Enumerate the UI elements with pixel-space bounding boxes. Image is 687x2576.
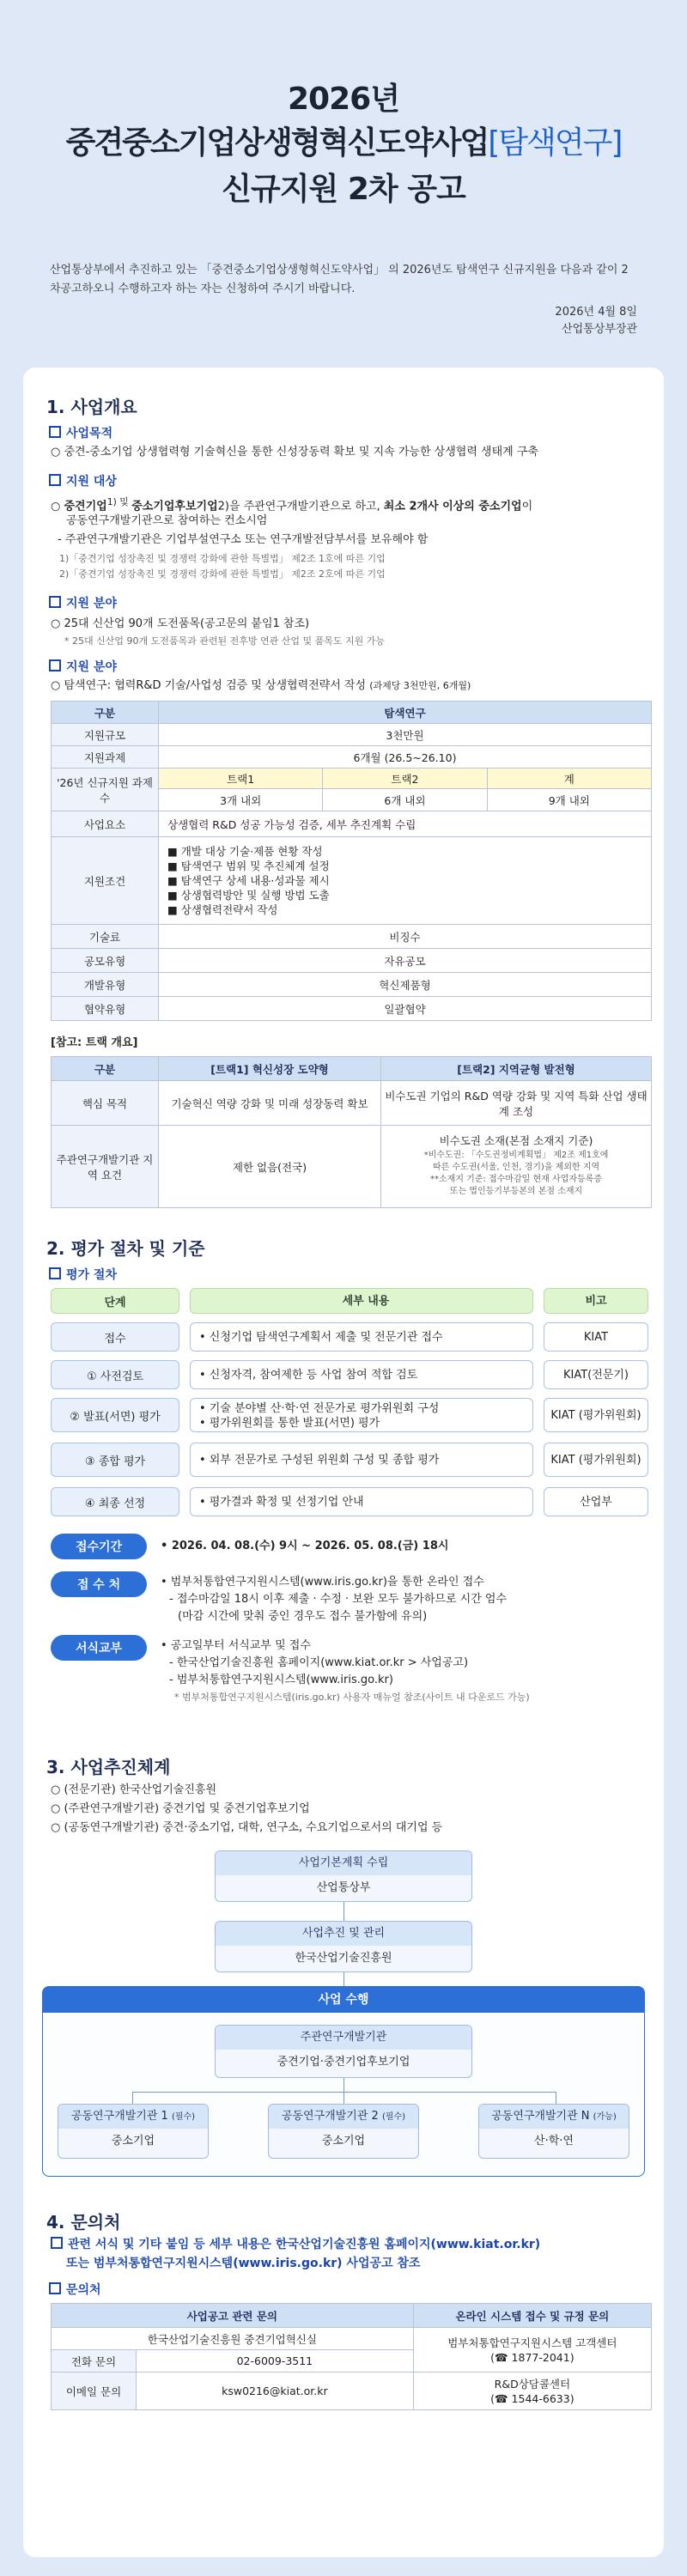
org-box-plan: 사업기본계획 수립 산업통상부 xyxy=(215,1850,472,1902)
section-title: 4. 문의처 xyxy=(46,2212,121,2233)
condition-item: ■ 상생협력방안 및 실행 방법 도출 xyxy=(167,889,330,902)
method-text: • 범부처통합연구지원시스템(www.iris.go.kr)을 통한 온라인 접수 xyxy=(161,1576,484,1589)
checkbox-icon xyxy=(49,474,61,486)
subheading: 지원 대상 xyxy=(49,472,117,489)
support-table: 구분 탐색연구 지원규모 3천만원 지원과제 6개월 (26.5~26.10) '26년 신규지원 과제 수 트랙1 트랙2 계 3개 내외 6개 내외 9개 내외 사업요소 상생협력 R&D 성공 가능성 검증, 세부 추진계획 수립 지원조건 ■ 개발 대상 기술·제품 현황 작성 ■ 탐색연구 범위 및 추진체계 설정 ■ 탐색연구 상세 내용·성과물 제시 ■ 상생협력방안 및 실행 방법 도출 ■ 상생협력전략서 작성 기술료 비징수 공모유형 자유공모 개발유형 혁신제품형 협약유형 일괄협약 xyxy=(51,701,652,1021)
title-program xyxy=(0,120,687,167)
step-row: ② 발표(서면) 평가 • 기술 분야별 산·학·연 전문가로 평가위원회 구성 • 평가위원회를 통한 발표(서면) 평가 KIAT (평가위원회) xyxy=(51,1398,648,1434)
section-title: 2. 평가 절차 및 기준 xyxy=(46,1238,205,1259)
footnote: * 범부처통합연구지원시스템(iris.go.kr) 사용자 매뉴얼 참조(사이트 내 다운로드 가능) xyxy=(174,1692,530,1703)
title-block xyxy=(0,0,687,213)
doc-text: - 한국산업기술진흥원 홈페이지(www.kiat.or.kr > 사업공고) xyxy=(169,1656,469,1669)
title-year: 2026년 xyxy=(288,82,399,117)
checkbox-icon xyxy=(49,1267,61,1279)
field2-text: ○ 탐색연구: 협력R&D 기술/사업성 검증 및 상생협력전략서 작성 (과제당 3천만원, 6개월) xyxy=(51,679,471,692)
condition-item: ■ 탐색연구 범위 및 추진체계 설정 xyxy=(167,860,330,872)
step-row: ④ 최종 선정 • 평가결과 확정 및 선정기업 안내 산업부 xyxy=(51,1487,648,1518)
content-card xyxy=(23,368,664,2557)
track-table: 구분 [트랙1] 혁신성장 도약형 [트랙2] 지역균형 발전형 핵심 목적 기술혁신 역량 강화 및 미래 성장동력 확보 비수도권 기업의 R&D 역량 강화 및 지역 특화 산업 생태계 조성 주관연구개발기관 지역 요건 제한 없음(전국) 비수도권 소재(본점 소재지 기준) *비수도권: 「수도권정비계획법」 제2조 제1호에 따른 수도권(서울, 인천, 경기)을 제외한 지역 **소재지 기준: 접수마감일 현재 사업자등록증 또는 법인등기부등본의 본점 소재지 xyxy=(51,1056,652,1208)
footnote: 1)「중견기업 성장촉진 및 경쟁력 강화에 관한 특별법」 제2조 1호에 따른 기업 xyxy=(59,553,386,564)
title-program-main: 중견중소기업상생형혁신도약사업 xyxy=(65,125,489,161)
contact-note: 관련 서식 및 기타 붙임 등 세부 내용은 한국산업기술진흥원 홈페이지(www.kiat.or.kr) xyxy=(51,2236,652,2254)
condition-item: ■ 탐색연구 상세 내용·성과물 제시 xyxy=(167,874,330,887)
footnote: 2)「중견기업 성장촉진 및 경쟁력 강화에 관한 특별법」 제2조 2호에 따른 기업 xyxy=(59,568,386,580)
period-tag: 접수기간 xyxy=(51,1534,147,1559)
intro-text: 산업통상부에서 추진하고 있는 「중견중소기업상생형혁신도약사업」 의 2026년도 탐색연구 신규지원을 다음과 같이 2차공고하오니 수행하고자 하는 자는 신청하여 주시기 바랍니다. xyxy=(50,264,629,295)
structure-line: ○ (주관연구개발기관) 중견기업 및 중견기업후보기업 xyxy=(51,1802,310,1815)
doc-tag: 서식교부 xyxy=(51,1635,147,1661)
condition-list xyxy=(159,837,652,925)
method-text: - 접수마감일 18시 이후 제출 · 수정 · 보완 모두 불가하므로 시간 엄수 xyxy=(169,1593,508,1606)
condition-item: ■ 개발 대상 기술·제품 현황 작성 xyxy=(167,845,323,858)
steps-header: 단계 세부 내용 비고 xyxy=(51,1288,648,1314)
connector xyxy=(132,2092,133,2104)
org-box-co1: 공동연구개발기관 1 (필수) 중소기업 xyxy=(58,2104,209,2159)
notice-date: 2026년 4월 8일 xyxy=(555,306,637,319)
checkbox-icon xyxy=(51,2237,63,2249)
target-line-3: - 주관연구개발기관은 기업부설연구소 또는 연구개발전담부서를 보유해야 함 xyxy=(58,533,429,546)
target-line-2: 공동연구개발기관으로 참여하는 컨소시엄 xyxy=(66,514,268,527)
period-text: • 2026. 04. 08.(수) 9시 ~ 2026. 05. 08.(금) 18시 xyxy=(161,1540,449,1552)
doc-text: - 범부처통합연구지원시스템(www.iris.go.kr) xyxy=(169,1674,393,1686)
structure-line: ○ (전문기관) 한국산업기술진흥원 xyxy=(51,1783,217,1796)
subheading: 평가 절차 xyxy=(49,1266,117,1283)
field-text: ○ 25대 신산업 90개 도전품목(공고문의 붙임1 참조) xyxy=(51,617,310,630)
subheading: 지원 분야 xyxy=(49,594,117,611)
method-text: (마감 시간에 맞춰 중인 경우도 접수 불가함에 유의) xyxy=(178,1610,428,1623)
purpose-text: ○ 중견-중소기업 상생협력형 기술혁신을 통한 신성장동력 확보 및 지속 가능한 상생협력 생태계 구축 xyxy=(51,446,538,459)
title-notice: 신규지원 2차 공고 xyxy=(222,172,465,207)
target-line-1: ○ 중견기업$^{1) 및}$ 중소기업후보기업2)을 주관연구개발기관으로 하고, 최소 2개사 이상의 중소기업이 xyxy=(51,496,533,513)
step-row: ① 사전검토 • 신청자격, 참여제한 등 사업 참여 적합 검토 KIAT(전문기) xyxy=(51,1360,648,1391)
performance-header: 사업 수행 xyxy=(43,1987,644,2013)
org-box-co2: 공동연구개발기관 2 (필수) 중소기업 xyxy=(268,2104,419,2159)
checkbox-icon xyxy=(49,596,61,608)
section-title: 1. 사업개요 xyxy=(46,397,137,417)
org-box-con: 공동연구개발기관 N (가능) 산·학·연 xyxy=(478,2104,629,2159)
step-row: 접수 • 신청기업 탐색연구계획서 제출 및 전문기관 접수 KIAT xyxy=(51,1322,648,1353)
reference-heading: [참고: 트랙 개요] xyxy=(51,1036,138,1049)
method-tag: 접 수 처 xyxy=(51,1571,147,1597)
checkbox-icon xyxy=(49,659,61,671)
step-row: ③ 종합 평가 • 외부 전문가로 구성된 위원회 구성 및 종합 평가 KIAT (평가위원회) xyxy=(51,1443,648,1479)
structure-line: ○ (공동연구개발기관) 중견·중소기업, 대학, 연구소, 수요기업으로서의 대기업 등 xyxy=(51,1821,443,1834)
contact-table: 사업공고 관련 문의 온라인 시스템 접수 및 규정 문의 한국산업기술진흥원 중견기업혁신실 범부처통합연구지원시스템 고객센터 (☎ 1877-2041) 전화 문의 02-6009-3511 이메일 문의 ksw0216@kiat.or.kr R&D상담콜센터 (☎ 1544-6633) xyxy=(51,2303,652,2410)
checkbox-icon xyxy=(49,426,61,438)
section-title: 3. 사업추진체계 xyxy=(46,1757,171,1777)
subheading: 사업목적 xyxy=(49,424,112,441)
subheading: 문의처 xyxy=(49,2281,101,2298)
checkbox-icon xyxy=(49,2282,61,2294)
condition-item: ■ 상생협력전략서 작성 xyxy=(167,903,278,916)
subheading: 지원 분야 xyxy=(49,658,117,675)
org-box-lead: 주관연구개발기관 중견기업·중견기업후보기업 xyxy=(215,2025,472,2078)
footnote: * 25대 신산업 90개 도전품목과 관련된 전후방 연관 산업 및 품목도 지원 가능 xyxy=(64,635,385,647)
title-program-highlight: [탐색연구] xyxy=(488,125,622,161)
contact-note: 또는 범부처통합연구지원시스템(www.iris.go.kr) 사업공고 참조 xyxy=(66,2257,421,2270)
issuer: 산업통상부장관 xyxy=(562,323,637,336)
org-box-manage: 사업추진 및 관리 한국산업기술진흥원 xyxy=(215,1921,472,1972)
doc-text: • 공고일부터 서식교부 및 접수 xyxy=(161,1639,311,1652)
